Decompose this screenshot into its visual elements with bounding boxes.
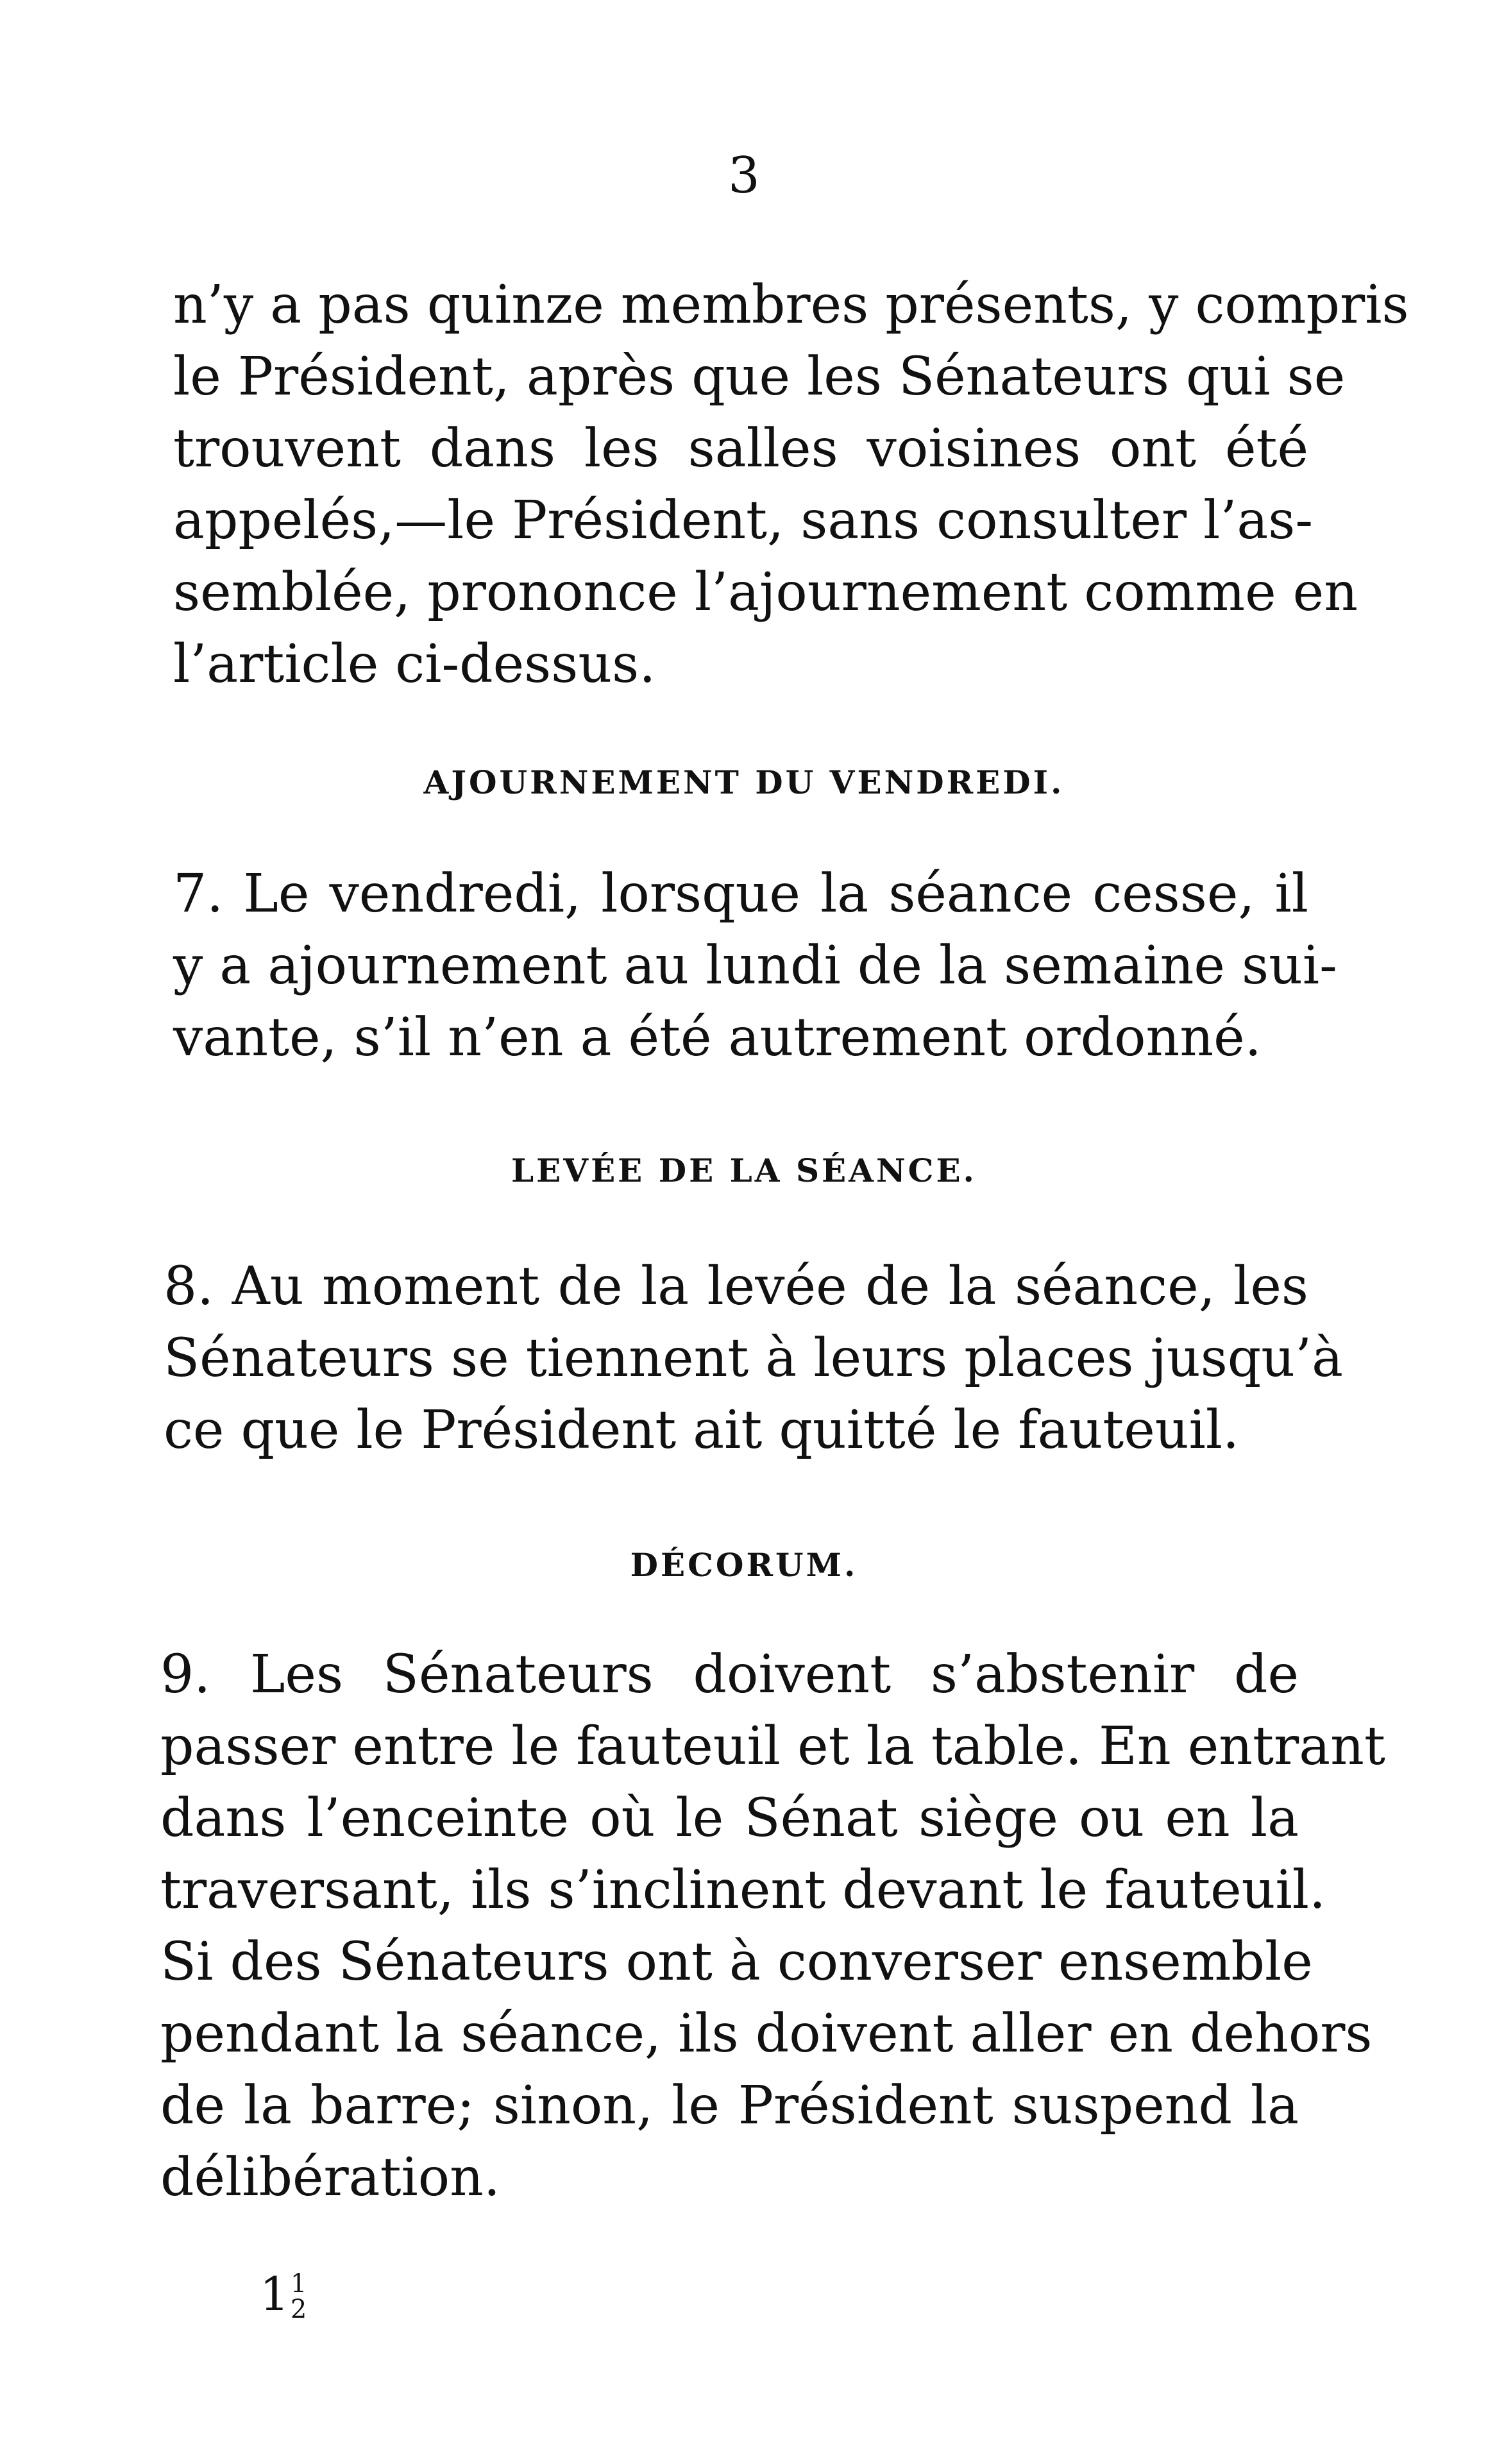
section-heading: AJOURNEMENT DU VENDREDI. xyxy=(423,763,1065,801)
signature-fraction xyxy=(291,2271,307,2322)
page-number: 3 xyxy=(728,147,760,205)
paragraph-section-8 xyxy=(164,1251,1344,1466)
text-line: l’article ci-dessus. xyxy=(173,634,656,695)
text-line: vante, s’il n’en a été autrement ordonné. xyxy=(173,1007,1262,1068)
text-line: appelés,—le Président, sans consulter l’as- xyxy=(173,490,1314,551)
text-line: passer entre le fauteuil et la table. En entrant xyxy=(160,1716,1385,1777)
paragraph-section-7 xyxy=(173,858,1337,1074)
text-line: 7. Le vendredi, lorsque la séance cesse, il xyxy=(173,863,1308,924)
text-line: trouvent dans les salles voisines ont été xyxy=(173,418,1308,479)
text-line: n’y a pas quinze membres présents, y compris xyxy=(173,275,1409,336)
text-line: Si des Sénateurs ont à converser ensemble xyxy=(160,1932,1313,1992)
text-line: traversant, ils s’inclinent devant le fauteuil. xyxy=(160,1860,1326,1921)
section-heading: DÉCORUM. xyxy=(630,1546,858,1584)
signature-mark xyxy=(260,2267,307,2324)
paragraph-intro xyxy=(173,269,1409,701)
text-line: 8. Au moment de la levée de la séance, les xyxy=(164,1256,1308,1317)
paragraph-section-9 xyxy=(160,1639,1385,2214)
text-line: ce que le Président ait quitté le fauteuil. xyxy=(164,1400,1240,1461)
fraction-numerator: 1 xyxy=(290,2269,307,2298)
fraction-denominator: 2 xyxy=(290,2295,307,2324)
signature-whole: 1 xyxy=(260,2267,289,2321)
text-line: le Président, après que les Sénateurs qui se xyxy=(173,346,1346,407)
section-heading: LEVÉE DE LA SÉANCE. xyxy=(511,1151,977,1189)
text-line: pendant la séance, ils doivent aller en dehors xyxy=(160,2003,1373,2064)
text-line: dans l’enceinte où le Sénat siège ou en la xyxy=(160,1788,1299,1849)
text-line: délibération. xyxy=(160,2147,500,2208)
text-line: semblée, prononce l’ajournement comme en xyxy=(173,562,1358,623)
text-line: y a ajournement au lundi de la semaine sui- xyxy=(173,935,1337,996)
text-line: de la barre; sinon, le Président suspend la xyxy=(160,2075,1299,2136)
text-line: 9. Les Sénateurs doivent s’abstenir de xyxy=(160,1644,1299,1705)
text-line: Sénateurs se tiennent à leurs places jusqu’à xyxy=(164,1328,1344,1389)
